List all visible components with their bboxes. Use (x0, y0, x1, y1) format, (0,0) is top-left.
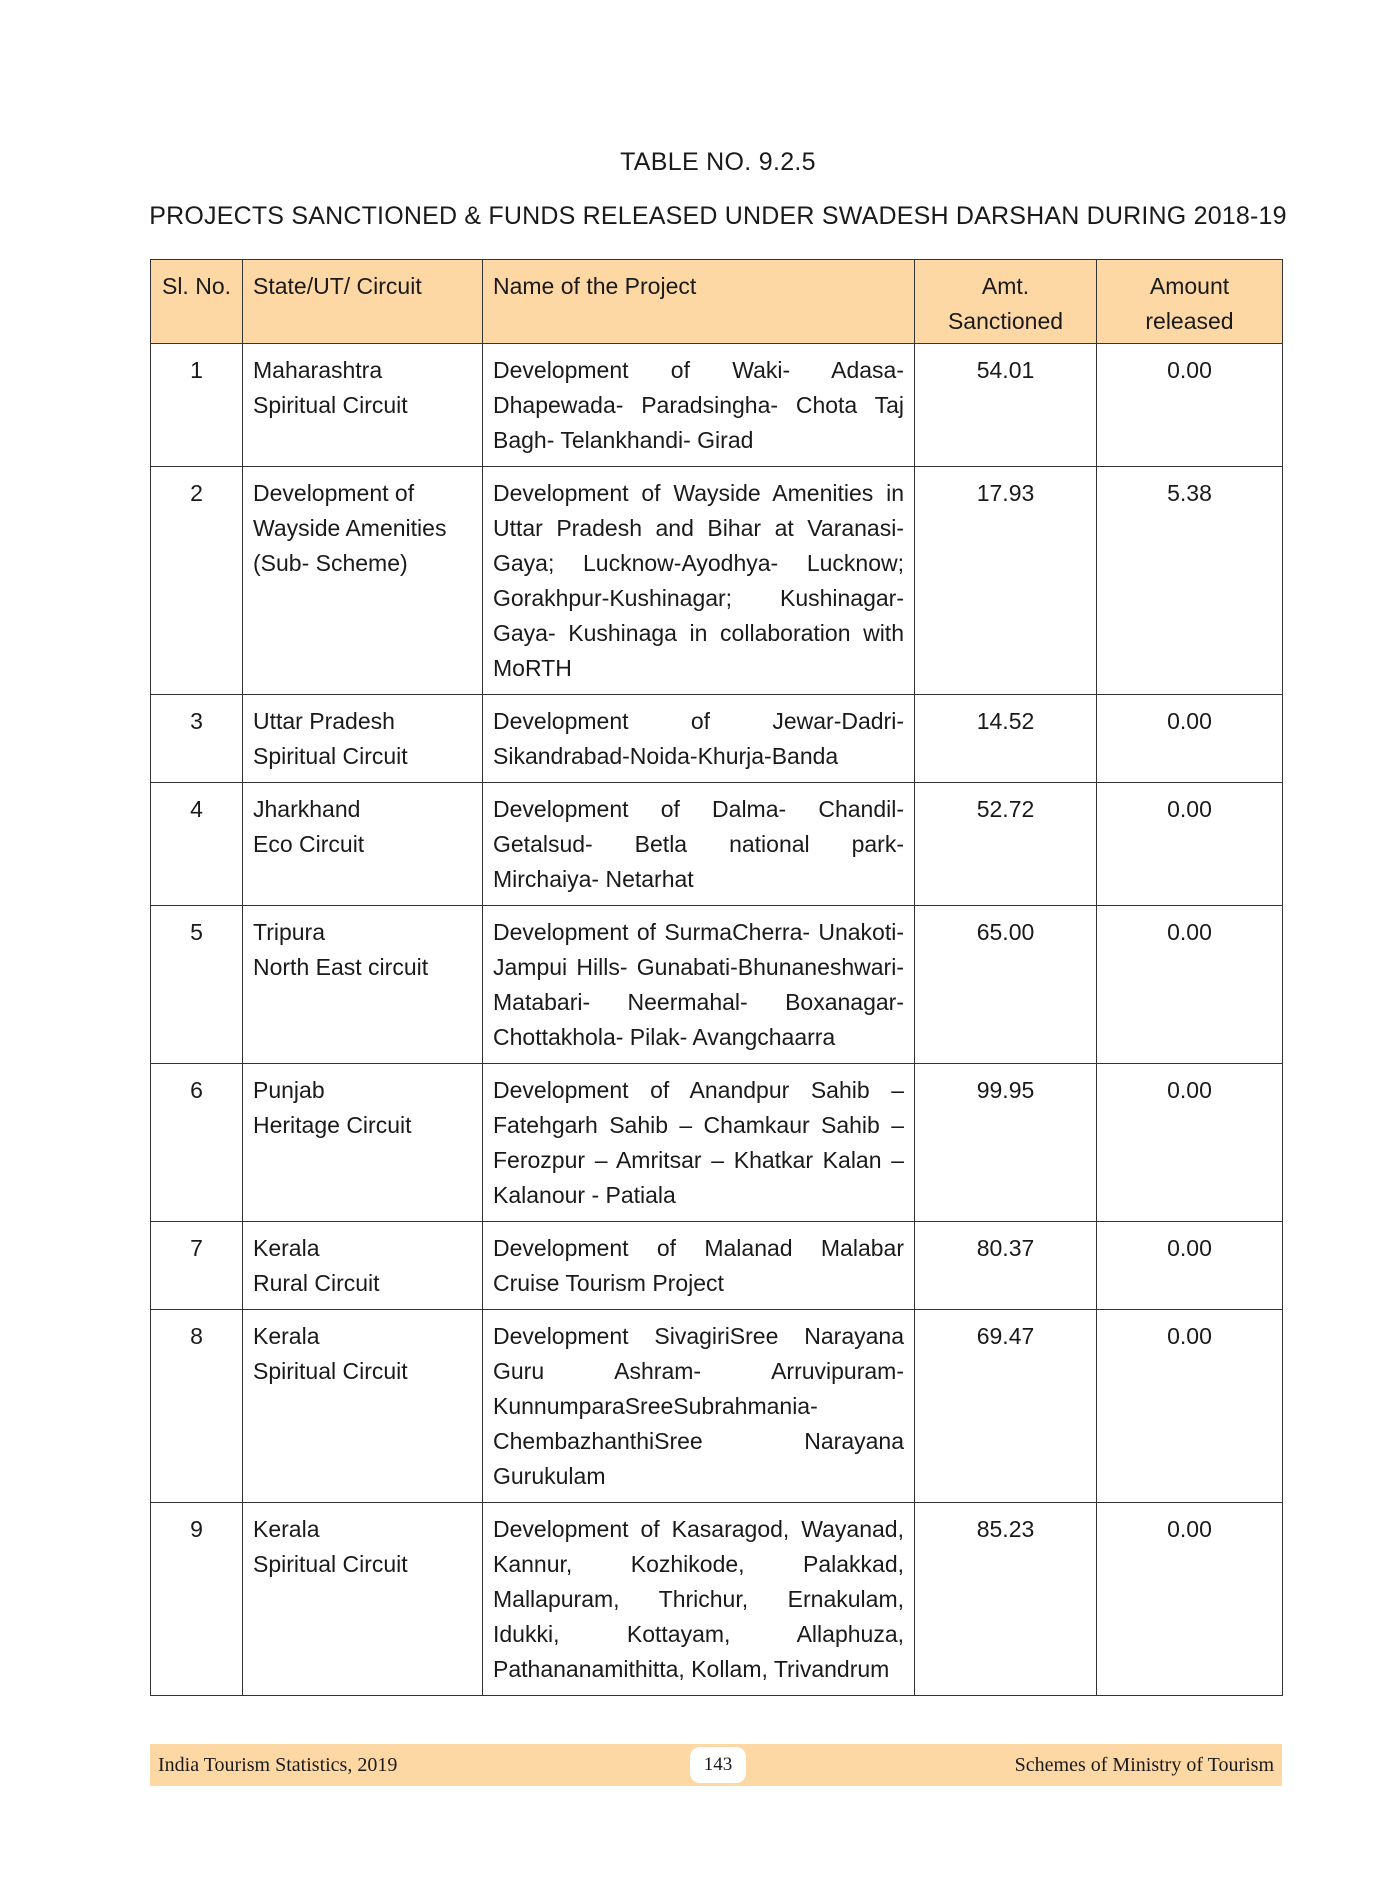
cell-amount-sanctioned: 80.37 (915, 1222, 1097, 1310)
cell-project: Development of Waki- Adasa- Dhapewada- Paradsingha- Chota Taj Bagh- Telankhandi- Girad (483, 344, 915, 467)
table-row (151, 906, 1283, 1064)
cell-sl-no: 3 (151, 695, 243, 783)
header-amount-sanctioned: Amt. Sanctioned (915, 260, 1097, 344)
cell-project: Development of Malanad Malabar Cruise Tourism Project (483, 1222, 915, 1310)
header-state: State/UT/ Circuit (243, 260, 483, 344)
circuit-name: Eco Circuit (253, 831, 365, 857)
state-name: Punjab (253, 1077, 325, 1103)
cell-amount-sanctioned: 54.01 (915, 344, 1097, 467)
state-name: Development of (253, 480, 415, 506)
footer-section: Schemes of Ministry of Tourism (1014, 1754, 1274, 1776)
circuit-name: Spiritual Circuit (253, 1358, 408, 1384)
page-footer (150, 1744, 1282, 1786)
circuit-name: Rural Circuit (253, 1270, 380, 1296)
state-name: Kerala (253, 1235, 320, 1261)
cell-project: Development of Wayside Amenities in Uttar Pradesh and Bihar at Varanasi- Gaya; Lucknow-Ayodhya- Lucknow; Gorakhpur-Kushinagar; Kushinagar- Gaya- Kushinaga in collaboration with MoRTH (483, 467, 915, 695)
cell-amount-sanctioned: 69.47 (915, 1310, 1097, 1503)
table-row (151, 783, 1283, 906)
cell-amount-sanctioned: 99.95 (915, 1064, 1097, 1222)
cell-sl-no: 4 (151, 783, 243, 906)
cell-amount-released: 5.38 (1097, 467, 1283, 695)
circuit-name: North East circuit (253, 954, 429, 980)
state-name: Kerala (253, 1323, 320, 1349)
header-amount-released: Amount released (1097, 260, 1283, 344)
state-name: Uttar Pradesh (253, 708, 395, 734)
cell-state (243, 1310, 483, 1503)
state-name: Tripura (253, 919, 325, 945)
cell-state (243, 344, 483, 467)
circuit-note: (Sub- Scheme) (253, 550, 408, 576)
cell-sl-no: 1 (151, 344, 243, 467)
cell-amount-released: 0.00 (1097, 906, 1283, 1064)
cell-amount-released: 0.00 (1097, 1064, 1283, 1222)
cell-state (243, 783, 483, 906)
header-sl-no: Sl. No. (151, 260, 243, 344)
cell-amount-released: 0.00 (1097, 695, 1283, 783)
table-row (151, 1222, 1283, 1310)
table-header-row (151, 260, 1283, 344)
cell-state (243, 1503, 483, 1696)
cell-amount-sanctioned: 17.93 (915, 467, 1097, 695)
header-project: Name of the Project (483, 260, 915, 344)
circuit-name: Heritage Circuit (253, 1112, 412, 1138)
projects-table (150, 259, 1283, 1696)
table-number: TABLE NO. 9.2.5 (620, 148, 816, 176)
cell-state (243, 906, 483, 1064)
table-row (151, 344, 1283, 467)
state-name: Maharashtra (253, 357, 383, 383)
cell-sl-no: 9 (151, 1503, 243, 1696)
table-row (151, 1503, 1283, 1696)
cell-state (243, 1222, 483, 1310)
cell-amount-sanctioned: 52.72 (915, 783, 1097, 906)
state-name: Kerala (253, 1516, 320, 1542)
cell-state (243, 467, 483, 695)
table-title: PROJECTS SANCTIONED & FUNDS RELEASED UNDER SWADESH DARSHAN DURING 2018-19 (149, 202, 1287, 230)
cell-amount-released: 0.00 (1097, 344, 1283, 467)
cell-sl-no: 5 (151, 906, 243, 1064)
state-name: Jharkhand (253, 796, 361, 822)
cell-state (243, 695, 483, 783)
cell-amount-released: 0.00 (1097, 1222, 1283, 1310)
table-row (151, 467, 1283, 695)
cell-project: Development of Jewar-Dadri- Sikandrabad-Noida-Khurja-Banda (483, 695, 915, 783)
cell-amount-sanctioned: 85.23 (915, 1503, 1097, 1696)
cell-sl-no: 6 (151, 1064, 243, 1222)
cell-sl-no: 2 (151, 467, 243, 695)
table-row (151, 1064, 1283, 1222)
cell-amount-released: 0.00 (1097, 1310, 1283, 1503)
circuit-name: Spiritual Circuit (253, 743, 408, 769)
cell-amount-released: 0.00 (1097, 783, 1283, 906)
cell-project: Development of SurmaCherra- Unakoti- Jampui Hills- Gunabati-Bhunaneshwari- Matabari- Neermahal- Boxanagar- Chottakhola- Pilak- Avangchaarra (483, 906, 915, 1064)
cell-sl-no: 8 (151, 1310, 243, 1503)
cell-amount-sanctioned: 14.52 (915, 695, 1097, 783)
circuit-name: Spiritual Circuit (253, 392, 408, 418)
footer-publication: India Tourism Statistics, 2019 (158, 1754, 398, 1776)
cell-project: Development of Anandpur Sahib – Fatehgarh Sahib – Chamkaur Sahib – Ferozpur – Amritsar – Khatkar Kalan – Kalanour - Patiala (483, 1064, 915, 1222)
cell-sl-no: 7 (151, 1222, 243, 1310)
cell-amount-released: 0.00 (1097, 1503, 1283, 1696)
cell-project: Development of Dalma- Chandil- Getalsud- Betla national park- Mirchaiya- Netarhat (483, 783, 915, 906)
page-number: 143 (690, 1747, 746, 1783)
circuit-name: Wayside Amenities (253, 515, 447, 541)
circuit-name: Spiritual Circuit (253, 1551, 408, 1577)
cell-amount-sanctioned: 65.00 (915, 906, 1097, 1064)
page-heading (0, 146, 1378, 232)
cell-project: Development of Kasaragod, Wayanad, Kannur, Kozhikode, Palakkad, Mallapuram, Thrichur, Ernakulam, Idukki, Kottayam, Allaphuza, Pathananamithitta, Kollam, Trivandrum (483, 1503, 915, 1696)
table-row (151, 695, 1283, 783)
cell-project: Development SivagiriSree Narayana Guru Ashram- Arruvipuram- KunnumparaSreeSubrahmania- ChembazhanthiSree Narayana Gurukulam (483, 1310, 915, 1503)
table-row (151, 1310, 1283, 1503)
cell-state (243, 1064, 483, 1222)
